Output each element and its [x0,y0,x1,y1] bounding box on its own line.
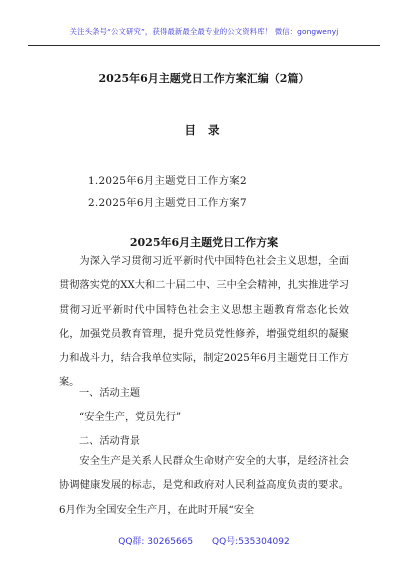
footer-qq-number: QQ号:535304092 [212,537,290,547]
heading-activity-theme: 一、活动主题 [79,388,141,399]
footer-contact [0,534,408,547]
header-divider [28,45,380,46]
background-paragraph: 安全生产是关系人民群众生命财产安全的大事，是经济社会协调健康发展的标志，是党和政府对人民利益高度负责的要求。6月作为全国安全生产月，在此时开展“安全 [59,456,349,516]
toc-item-2[interactable]: 2.2025年6月主题党日工作方案7 [88,197,247,209]
header-promo-note: 关注头条号“公文研究”，获得最新最全最专业的公文资料库！ 微信：gongwenyj [69,27,339,36]
activity-theme-text: “安全生产，党员先行” [79,412,182,423]
section-title: 2025年6月主题党日工作方案 [129,236,279,249]
toc-item-1[interactable]: 1.2025年6月主题党日工作方案2 [88,175,247,187]
toc-heading: 目 录 [184,123,224,137]
document-title: 2025年6月主题党日工作方案汇编（2篇） [98,72,310,85]
heading-activity-background: 二、活动背景 [79,436,141,447]
intro-paragraph: 为深入学习贯彻习近平新时代中国特色社会主义思想，全面贯彻落实党的XX大和二十届二中、三中全会精神，扎实推进学习贯彻习近平新时代中国特色社会主义思想主题教育常态化长效化，加强党员教育管理，提升党员党性修养，增强党组织的凝聚力和战斗力，结合我单位实际，制定2025年6月主题党日工作方案。 [59,256,349,389]
footer-qq-group: QQ群: 30265665 [118,537,194,547]
